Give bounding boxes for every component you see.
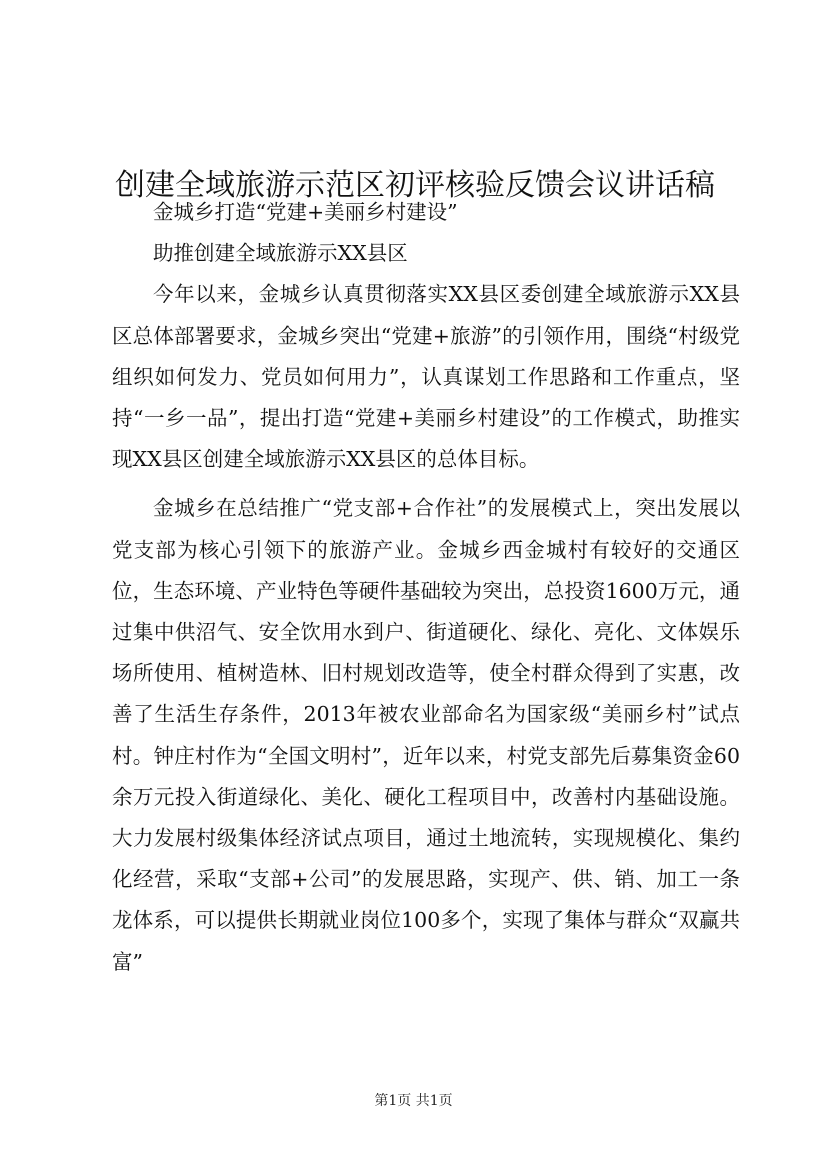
page-title: 创建全域旅游示范区初评核验反馈会议讲话稿: [115, 168, 715, 204]
paragraph-1: 今年以来，金城乡认真贯彻落实XX县区委创建全域旅游示XX县区总体部署要求，金城乡突出“党建+旅游”的引领作用，围绕“村级党组织如何发力、党员如何用力”，认真谋划工作思路和工作重点，坚持“一乡一品”，提出打造“党建+美丽乡村建设”的工作模式，助推实现XX县区创建全域旅游示XX县区的总体目标。: [112, 282, 740, 472]
subtitle-line-2: 助推创建全域旅游示XX县区: [153, 241, 408, 266]
paragraph-2: 金城乡在总结推广“党支部+合作社”的发展模式上，突出发展以党支部为核心引领下的旅游产业。金城乡西金城村有较好的交通区位，生态环境、产业特色等硬件基础较为突出，总投资1600万元，通过集中供沼气、安全饮用水到户、街道硬化、绿化、亮化、文体娱乐场所使用、植树造林、旧村规划改造等，使全村群众得到了实惠，改善了生活生存条件，2013年被农业部命名为国家级“美丽乡村”试点村。钟庄村作为“全国文明村”，近年以来，村党支部先后募集资金60余万元投入街道绿化、美化、硬化工程项目中，改善村内基础设施。大力发展村级集体经济试点项目，通过土地流转，实现规模化、集约化经营，采取“支部+公司”的发展思路，实现产、供、销、加工一条龙体系，可以提供长期就业岗位100多个，实现了集体与群众“双赢共富”: [112, 496, 740, 974]
subtitle-line-1: 金城乡打造“党建+美丽乡村建设”: [153, 200, 458, 224]
page-number-footer: 第1页 共1页: [374, 1093, 453, 1109]
document-body: [112, 192, 740, 983]
